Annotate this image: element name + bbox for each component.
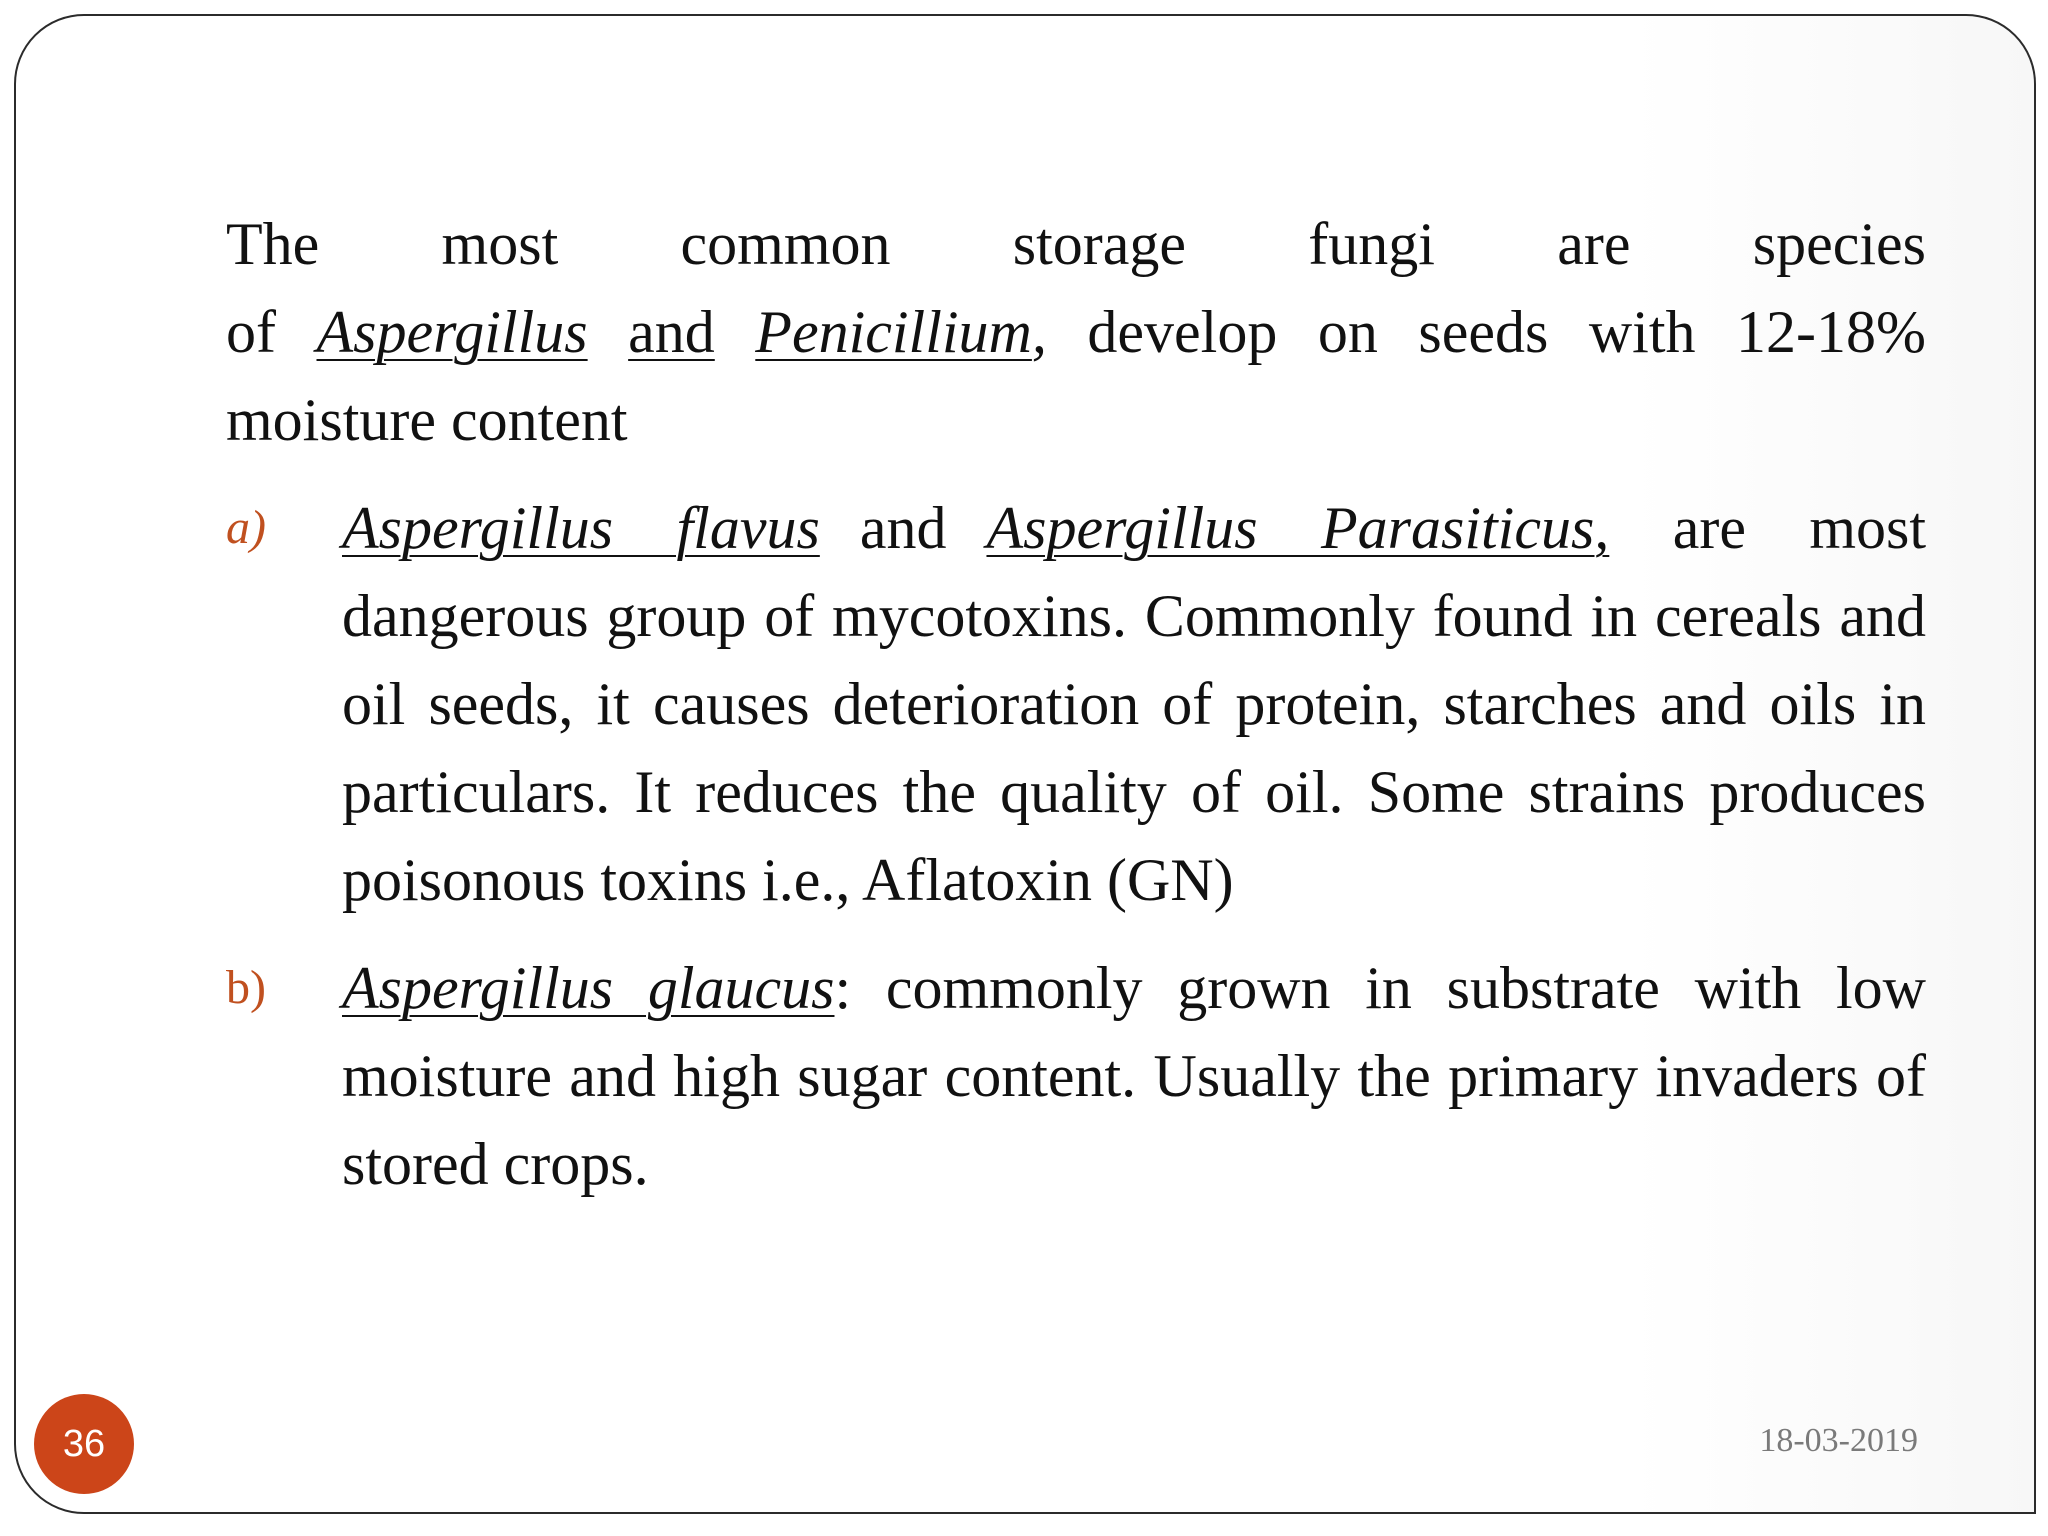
intro-paragraph xyxy=(226,200,1926,464)
list-marker-b: b) xyxy=(226,961,266,1014)
slide-date: 18-03-2019 xyxy=(1759,1422,1918,1459)
list-item-b xyxy=(226,944,1926,1208)
species-parasiticus: Aspergillus Parasiticus, xyxy=(986,495,1610,561)
item-a-and: and xyxy=(859,495,947,561)
genus-penicillium: Penicillium xyxy=(755,299,1032,365)
intro-rest: develop on seeds with 12-18% moisture content xyxy=(226,299,1926,453)
slide-content xyxy=(226,200,1926,1208)
species-glaucus: Aspergillus glaucus xyxy=(342,955,835,1021)
intro-of: of xyxy=(226,299,276,365)
intro-line-rest xyxy=(226,288,1926,464)
item-a-text: are most dangerous group of mycotoxins. Commonly found in cereals and oil seeds, it causes deterioration of protein, starches and oils in particulars. It reduces the quality of oil. Some strains produces poisonous toxins i.e., Aflatoxin (GN) xyxy=(342,495,1927,913)
genus-aspergillus: Aspergillus xyxy=(316,299,588,365)
list-item-a xyxy=(226,484,1926,924)
species-flavus: Aspergillus flavus xyxy=(342,495,820,561)
intro-line-1: The most common storage fungi are species xyxy=(226,211,1926,277)
page-number-badge: 36 xyxy=(34,1394,134,1494)
intro-comma: , xyxy=(1031,299,1047,365)
intro-and: and xyxy=(628,299,715,365)
item-b-text: : commonly grown in substrate with low moisture and high sugar content. Usually the primary invaders of stored crops. xyxy=(342,955,1926,1197)
list-marker-a: a) xyxy=(226,501,266,554)
